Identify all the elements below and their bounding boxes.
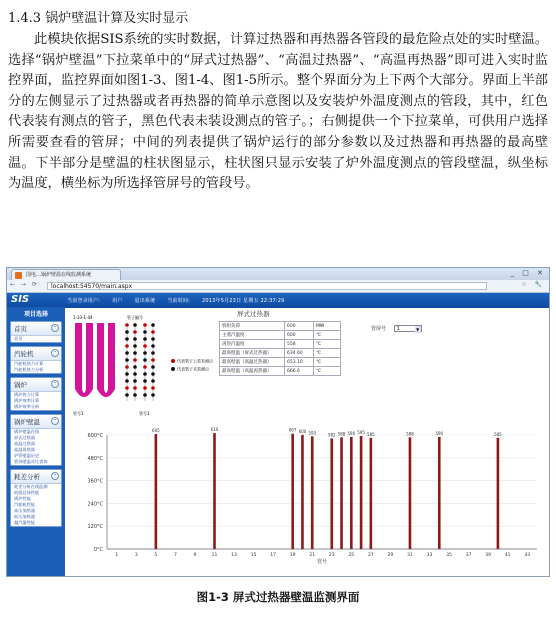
- pipe-dot-unmeasured: [143, 379, 147, 383]
- bar: [360, 436, 363, 549]
- x-tick-label: 11: [211, 553, 218, 558]
- pipe-dot-unmeasured: [133, 323, 137, 327]
- app-logo: SIS: [11, 294, 30, 305]
- pipe-dot-measured: [125, 386, 129, 390]
- x-tick-label: 7: [173, 553, 177, 558]
- pipe-dot-unmeasured: [125, 372, 129, 376]
- bar-value-label: 588: [406, 431, 414, 437]
- bar: [301, 435, 304, 549]
- bar-value-label: 590: [347, 430, 356, 436]
- pipe-dot-measured: [133, 330, 137, 334]
- x-tick-label: 33: [426, 553, 433, 558]
- pipe-dot-unmeasured: [151, 337, 155, 341]
- param-row: [220, 367, 341, 376]
- app-topbar: [7, 293, 549, 308]
- x-tick-label: 41: [504, 553, 511, 558]
- sidebar-group: [10, 321, 62, 343]
- param-value: 666.6: [285, 367, 314, 376]
- param-unit: ℃: [314, 358, 341, 367]
- legend-black-dot: [171, 367, 175, 371]
- sidebar-group-header[interactable]: [11, 470, 61, 484]
- param-unit: MW: [314, 322, 341, 331]
- sidebar-group: [10, 377, 62, 411]
- sidebar-item[interactable]: 锅炉壁温在线: [14, 429, 40, 434]
- sidebar-group: [10, 346, 62, 374]
- param-value: 653.10: [285, 358, 314, 367]
- collapse-icon[interactable]: ⌃: [51, 417, 59, 425]
- sidebar-group-title: 锅炉: [14, 381, 27, 389]
- x-tick-label: 19: [289, 553, 296, 558]
- diagram-label-bottom-mid: 管号1: [139, 411, 150, 416]
- x-tick-label: 17: [270, 553, 277, 558]
- x-tick-label: 35: [446, 553, 452, 558]
- sidebar-item[interactable]: 低压加热器: [14, 514, 35, 519]
- sidebar-item[interactable]: 锅炉效率计算: [14, 398, 40, 403]
- pipe-dot-unmeasured: [125, 379, 129, 383]
- pipe-dot-unmeasured: [143, 358, 147, 362]
- param-value: 634.60: [285, 349, 314, 358]
- pipe-dot-measured: [143, 365, 147, 369]
- pipe-dot-measured: [151, 358, 155, 362]
- pipe-dot-unmeasured: [133, 365, 137, 369]
- pipe-dot-unmeasured: [151, 379, 155, 383]
- pipe-dot-measured: [143, 344, 147, 348]
- topbar-item: 当前时间:: [167, 298, 190, 304]
- pipe-dot-unmeasured: [133, 379, 137, 383]
- body-paragraph: [8, 30, 548, 195]
- pipe-dot-measured: [125, 365, 129, 369]
- pipe-dot-unmeasured: [133, 393, 137, 397]
- y-tick-label: 120°C: [87, 524, 103, 531]
- param-row: [220, 340, 341, 349]
- param-name: 主蒸汽温度: [220, 331, 285, 340]
- pipe-dot-unmeasured: [125, 351, 129, 355]
- sidebar-item[interactable]: 汽轮机热力计算: [14, 361, 44, 366]
- pipe-dot-measured: [143, 323, 147, 327]
- x-tick-label: 21: [309, 553, 316, 558]
- y-tick-label: 600°C: [87, 433, 103, 439]
- browser-tab[interactable]: [11, 269, 121, 280]
- sidebar-item[interactable]: 首页: [14, 336, 23, 341]
- diagram-label-top: 1-33-1-44: [73, 315, 93, 320]
- pipe-dot-unmeasured: [125, 358, 129, 362]
- bar-value-label: 585: [367, 431, 375, 437]
- figure-caption: 图1-3 屏式过热器壁温监测界面: [196, 590, 360, 604]
- bar: [497, 438, 500, 549]
- pipe-dot-unmeasured: [133, 337, 137, 341]
- logout-link[interactable]: 退出系统: [134, 298, 156, 304]
- pipe-dot-unmeasured: [151, 365, 155, 369]
- screenshot-figure: [6, 267, 550, 577]
- bar-value-label: 588: [337, 431, 346, 437]
- param-name: 最高壁温（高温再热器）: [220, 367, 285, 376]
- pipe-dot-unmeasured: [143, 351, 147, 355]
- param-row: [220, 349, 341, 358]
- collapse-icon[interactable]: ⌃: [51, 472, 59, 480]
- pipe-select-label: 管屏号: [371, 326, 387, 332]
- pipe-dot-unmeasured: [143, 330, 147, 334]
- bar: [438, 437, 441, 549]
- y-tick-label: 360°C: [87, 478, 103, 485]
- pipe-dot-unmeasured: [133, 372, 137, 376]
- bar: [291, 434, 294, 549]
- pipe-dot-unmeasured: [125, 330, 129, 334]
- collapse-icon[interactable]: ⌃: [51, 349, 59, 357]
- bar: [340, 437, 343, 549]
- pipe-dot-measured: [151, 386, 155, 390]
- pipe-select-value: 1: [396, 326, 400, 332]
- x-tick-label: 29: [387, 553, 394, 558]
- pipe-select-dropdown[interactable]: [394, 325, 422, 332]
- legend-red-dot: [171, 359, 175, 363]
- x-tick-label: 3: [134, 553, 138, 558]
- topbar-item: 当前登录用户:: [67, 298, 101, 304]
- bar: [213, 433, 216, 549]
- x-axis-label: 管号: [316, 559, 328, 565]
- x-tick-label: 1: [115, 553, 119, 558]
- param-name: 再热汽温度: [220, 340, 285, 349]
- pipe-dot-unmeasured: [125, 337, 129, 341]
- main-content: [67, 307, 549, 576]
- param-unit: ℃: [314, 349, 341, 358]
- pipe-selector: [371, 325, 422, 332]
- param-table: [219, 321, 341, 376]
- sidebar-title: 项目选择: [23, 311, 48, 318]
- param-name: 机组负荷: [220, 322, 285, 331]
- x-tick-label: 23: [328, 553, 335, 558]
- favicon-icon: [15, 272, 22, 279]
- pipe-dot-unmeasured: [151, 351, 155, 355]
- url-field[interactable]: localhost:54570/main.aspx: [47, 282, 487, 290]
- bar-value-label: 595: [357, 429, 365, 435]
- pipe-dot-unmeasured: [143, 372, 147, 376]
- sidebar-group-header[interactable]: [11, 322, 61, 336]
- param-row: [220, 331, 341, 340]
- bar-value-label: 600: [298, 429, 307, 434]
- pipe-dot-measured: [151, 330, 155, 334]
- x-tick-label: 37: [465, 553, 472, 558]
- pipe-dot-unmeasured: [151, 372, 155, 376]
- sidebar-item[interactable]: 汽轮机热力分析: [14, 367, 44, 372]
- sidebar-item[interactable]: 锅炉性能: [14, 496, 31, 501]
- sidebar-group: [10, 469, 62, 527]
- pipe-dot-unmeasured: [151, 323, 155, 327]
- sidebar-item[interactable]: 锅炉热力计算: [14, 392, 40, 397]
- param-row: [220, 322, 341, 331]
- param-name: 最高壁温（高温过热器）: [220, 358, 285, 367]
- sidebar-group-title: 首页: [14, 325, 27, 333]
- legend-red-text: 代表管子上装有测点: [177, 358, 213, 364]
- x-tick-label: 43: [524, 553, 531, 558]
- bar: [330, 438, 333, 549]
- pipe-dot-measured: [133, 386, 137, 390]
- heater-diagram: [69, 313, 231, 419]
- sidebar-group-header[interactable]: [11, 415, 61, 429]
- sidebar-group-title: 耗差分析: [14, 473, 40, 481]
- module-title: 屏式过热器: [237, 310, 270, 318]
- topbar-item: 2013年5月23日 星期五 22:37:29: [202, 298, 285, 304]
- bar: [370, 438, 373, 549]
- sidebar-item[interactable]: 屏式过热器: [14, 435, 35, 440]
- sidebar-item[interactable]: 高温再热器: [14, 447, 35, 452]
- param-unit: ℃: [314, 340, 341, 349]
- paragraph-text: 此模块依据SIS系统的实时数据，计算过热器和再热器各管段的最危险点处的实时壁温。选择“锅炉壁温”下拉菜单中的“屏式过热器”、“高温过热器”、“高温再热器”即可进入实时监控界面，监控界面如图1-3、图1-4、图1-5所示。整个界面分为上下两个大部分。界面上半部分的左侧显示了过热器或者再热器的简单示意图以及安装炉外温度测点的管段，其中，红色代表装有测点的管子，黑色代表未装设测点的管子。；右侧提供一个下拉菜单，可供用户选择所需要查看的管屏；中间的列表提供了锅炉运行的部分参数以及过热器和再热器的最高壁温。下半部分是壁温的柱状图显示，柱状图只显示安装了炉外温度测点的管段壁温，纵坐标为温度，横坐标为所选择管屏号的管段号。: [8, 32, 548, 192]
- wall-temp-bar-chart: [67, 425, 547, 573]
- sidebar-item[interactable]: 管屏壁温对比查询: [14, 459, 48, 464]
- pipe-dot-unmeasured: [133, 344, 137, 348]
- pipe-dot-measured: [125, 344, 129, 348]
- param-unit: ℃: [314, 331, 341, 340]
- sidebar-item[interactable]: 高压加热器: [14, 508, 35, 513]
- section-heading: 1.4.3 锅炉壁温计算及实时显示: [8, 11, 189, 26]
- tab-label: 国电…锅炉壁温在线监测系统: [26, 272, 92, 278]
- param-row: [220, 358, 341, 367]
- collapse-icon[interactable]: ⌃: [51, 324, 59, 332]
- window-buttons[interactable]: _ □ ✕: [510, 269, 546, 277]
- pipe-dot-matrix: [125, 323, 155, 401]
- pipe-dot-measured: [133, 358, 137, 362]
- sidebar: [7, 307, 65, 576]
- pipe-dot-measured: [125, 323, 129, 327]
- legend-black-text: 代表管子未装测点: [177, 366, 209, 372]
- bar-value-label: 593: [308, 430, 317, 436]
- u-tube-group: [75, 323, 115, 397]
- pipe-dot-unmeasured: [151, 393, 155, 397]
- sidebar-item[interactable]: 耗差分析在线监测: [14, 484, 48, 489]
- tools-icon[interactable]: ☆ 🔧: [521, 281, 545, 288]
- sidebar-item[interactable]: 高温过热器: [14, 441, 35, 446]
- pipe-dot-measured: [143, 386, 147, 390]
- x-tick-label: 31: [407, 553, 413, 558]
- x-tick-label: 25: [348, 553, 355, 558]
- bar-value-label: 590: [435, 430, 444, 436]
- bar-value-label: 605: [152, 428, 160, 434]
- sidebar-group-title: 锅炉壁温: [14, 418, 40, 426]
- param-name: 最高壁温（屏式过热器）: [220, 349, 285, 358]
- sidebar-group-header[interactable]: [11, 347, 61, 361]
- topbar-item: 用户: [112, 298, 123, 304]
- bar: [409, 437, 412, 549]
- sidebar-group-title: 汽轮机: [14, 350, 34, 358]
- sidebar-item[interactable]: 凝汽器性能: [14, 520, 35, 525]
- sidebar-item[interactable]: 锅炉效率分析: [14, 404, 40, 409]
- sidebar-item[interactable]: 机组总体性能: [14, 490, 40, 495]
- param-value: 600: [285, 322, 314, 331]
- address-bar: [7, 280, 549, 293]
- bar-value-label: 610: [210, 427, 219, 433]
- x-tick-label: 9: [193, 553, 197, 558]
- pipe-dot-unmeasured: [143, 337, 147, 341]
- sidebar-group: [10, 414, 62, 466]
- x-tick-label: 39: [485, 553, 492, 558]
- bar-value-label: 585: [494, 431, 502, 437]
- sidebar-group-header[interactable]: [11, 378, 61, 392]
- topbar-info: [67, 297, 297, 304]
- bar: [155, 434, 158, 549]
- param-value: 558: [285, 340, 314, 349]
- bar-value-label: 582: [327, 432, 336, 438]
- diagram-label-bottom-left: 管号1: [73, 411, 84, 416]
- browser-tabbar: [7, 268, 549, 280]
- pipe-dot-unmeasured: [143, 393, 147, 397]
- chevron-down-icon: ▼: [416, 327, 420, 332]
- bar-value-label: 607: [288, 427, 297, 433]
- param-value: 600: [285, 331, 314, 340]
- x-tick-label: 15: [250, 553, 257, 558]
- x-tick-label: 27: [367, 553, 374, 558]
- diagram-label-mid: 管子编号: [127, 315, 143, 320]
- collapse-icon[interactable]: ⌃: [51, 380, 59, 388]
- pipe-dot-unmeasured: [151, 344, 155, 348]
- y-tick-label: 0°C: [93, 547, 103, 553]
- param-unit: ℃: [314, 367, 341, 376]
- pipe-dot-unmeasured: [133, 351, 137, 355]
- y-tick-label: 480°C: [87, 455, 103, 462]
- bar: [350, 437, 353, 549]
- sidebar-item[interactable]: 汽轮机性能: [14, 502, 35, 507]
- sidebar-item[interactable]: 炉管壁温历史: [14, 453, 40, 458]
- y-tick-label: 240°C: [87, 501, 103, 508]
- x-tick-label: 5: [154, 553, 158, 558]
- x-tick-label: 13: [231, 553, 237, 558]
- nav-buttons-icon[interactable]: ← → ⟳: [10, 281, 39, 288]
- bar: [311, 436, 314, 549]
- pipe-dot-unmeasured: [125, 393, 129, 397]
